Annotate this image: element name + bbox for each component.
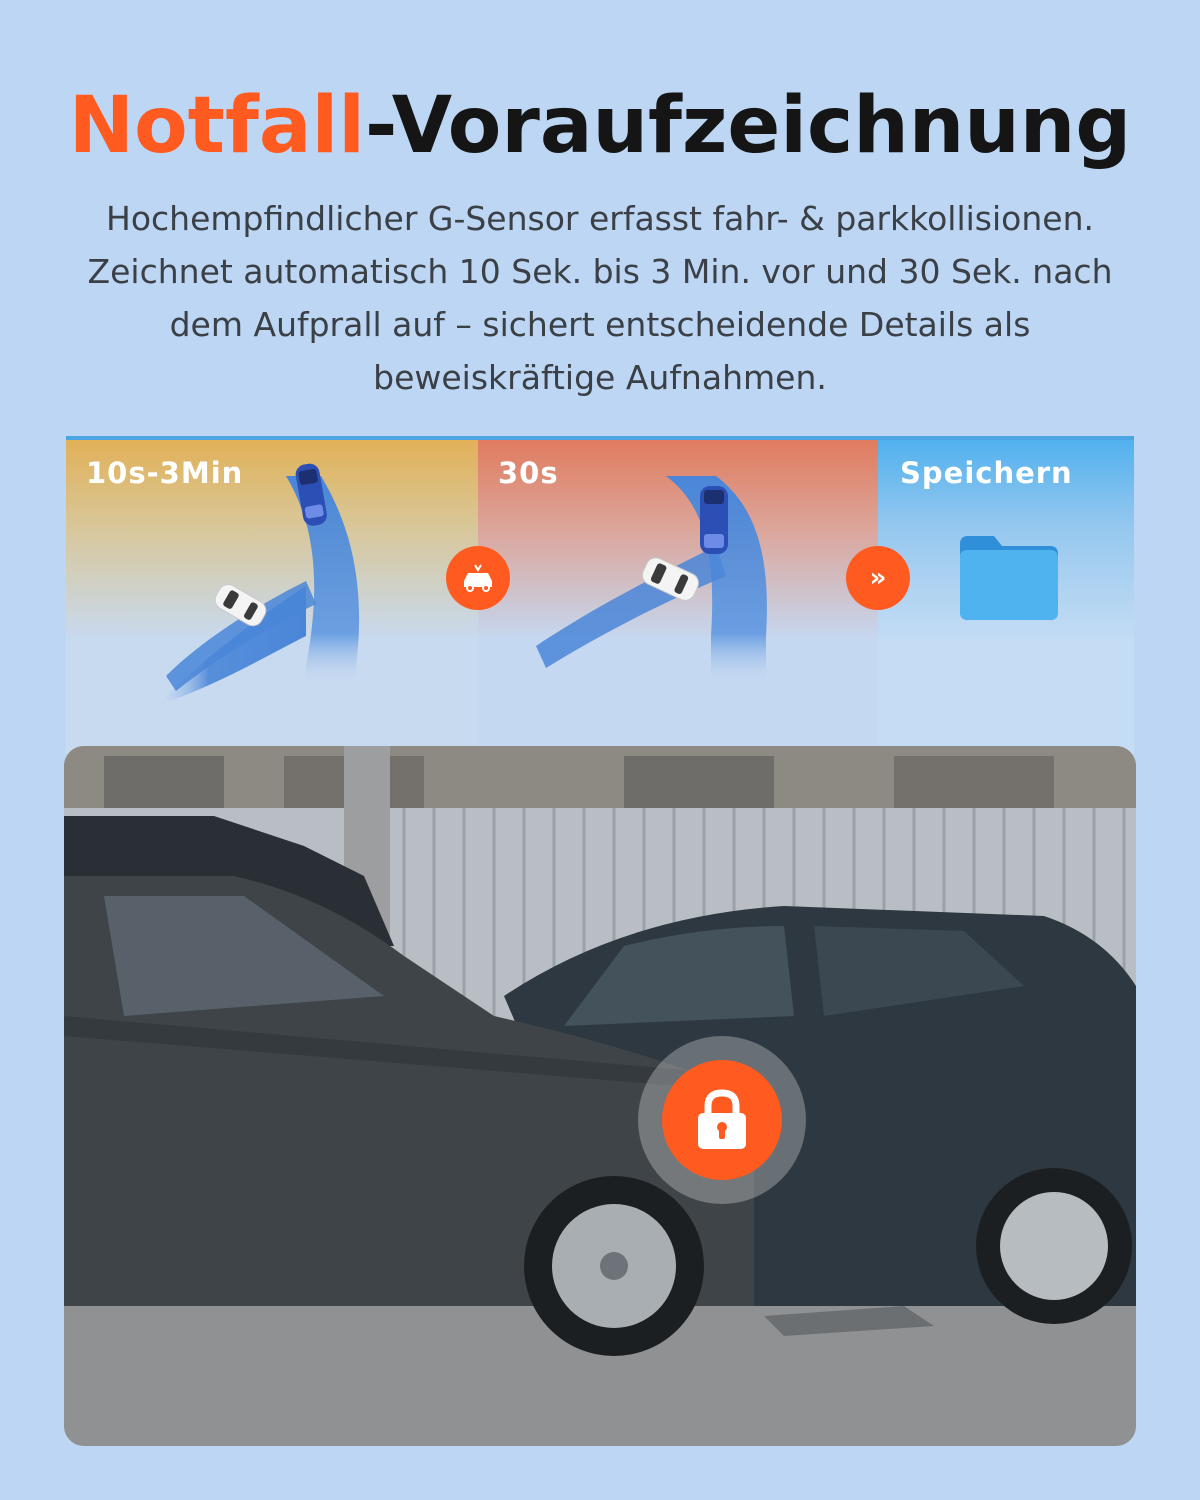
road-branch-2 [536,546,726,668]
blue-car-icon [294,462,328,527]
title-rest: -Voraufzeichnung [365,81,1132,171]
stage-label-pre-event: 10s-3Min [86,456,244,490]
folder-icon [960,536,1058,620]
stage-label-post-event: 30s [498,456,559,490]
lock-icon [662,1060,782,1180]
collision-scene [64,746,1136,1446]
double-chevron-right-icon: » [846,546,910,610]
collision-photo [64,746,1136,1446]
title-accent: Notfall [68,81,365,171]
page-title [0,78,1200,174]
stage-label-save: Speichern [900,456,1073,490]
feature-description: Hochempfindlicher G-Sensor erfasst fahr- & parkkollisionen. Zeichnet automatisch 10 Sek. bis 3 Min. vor und 30 Sek. nach dem Aufprall auf – sichert entscheidende Details als beweiskräftige Aufnahmen. [87,199,1113,397]
recording-timeline [66,436,1134,766]
blue-car-icon [700,486,728,554]
car-crash-icon [446,546,510,610]
